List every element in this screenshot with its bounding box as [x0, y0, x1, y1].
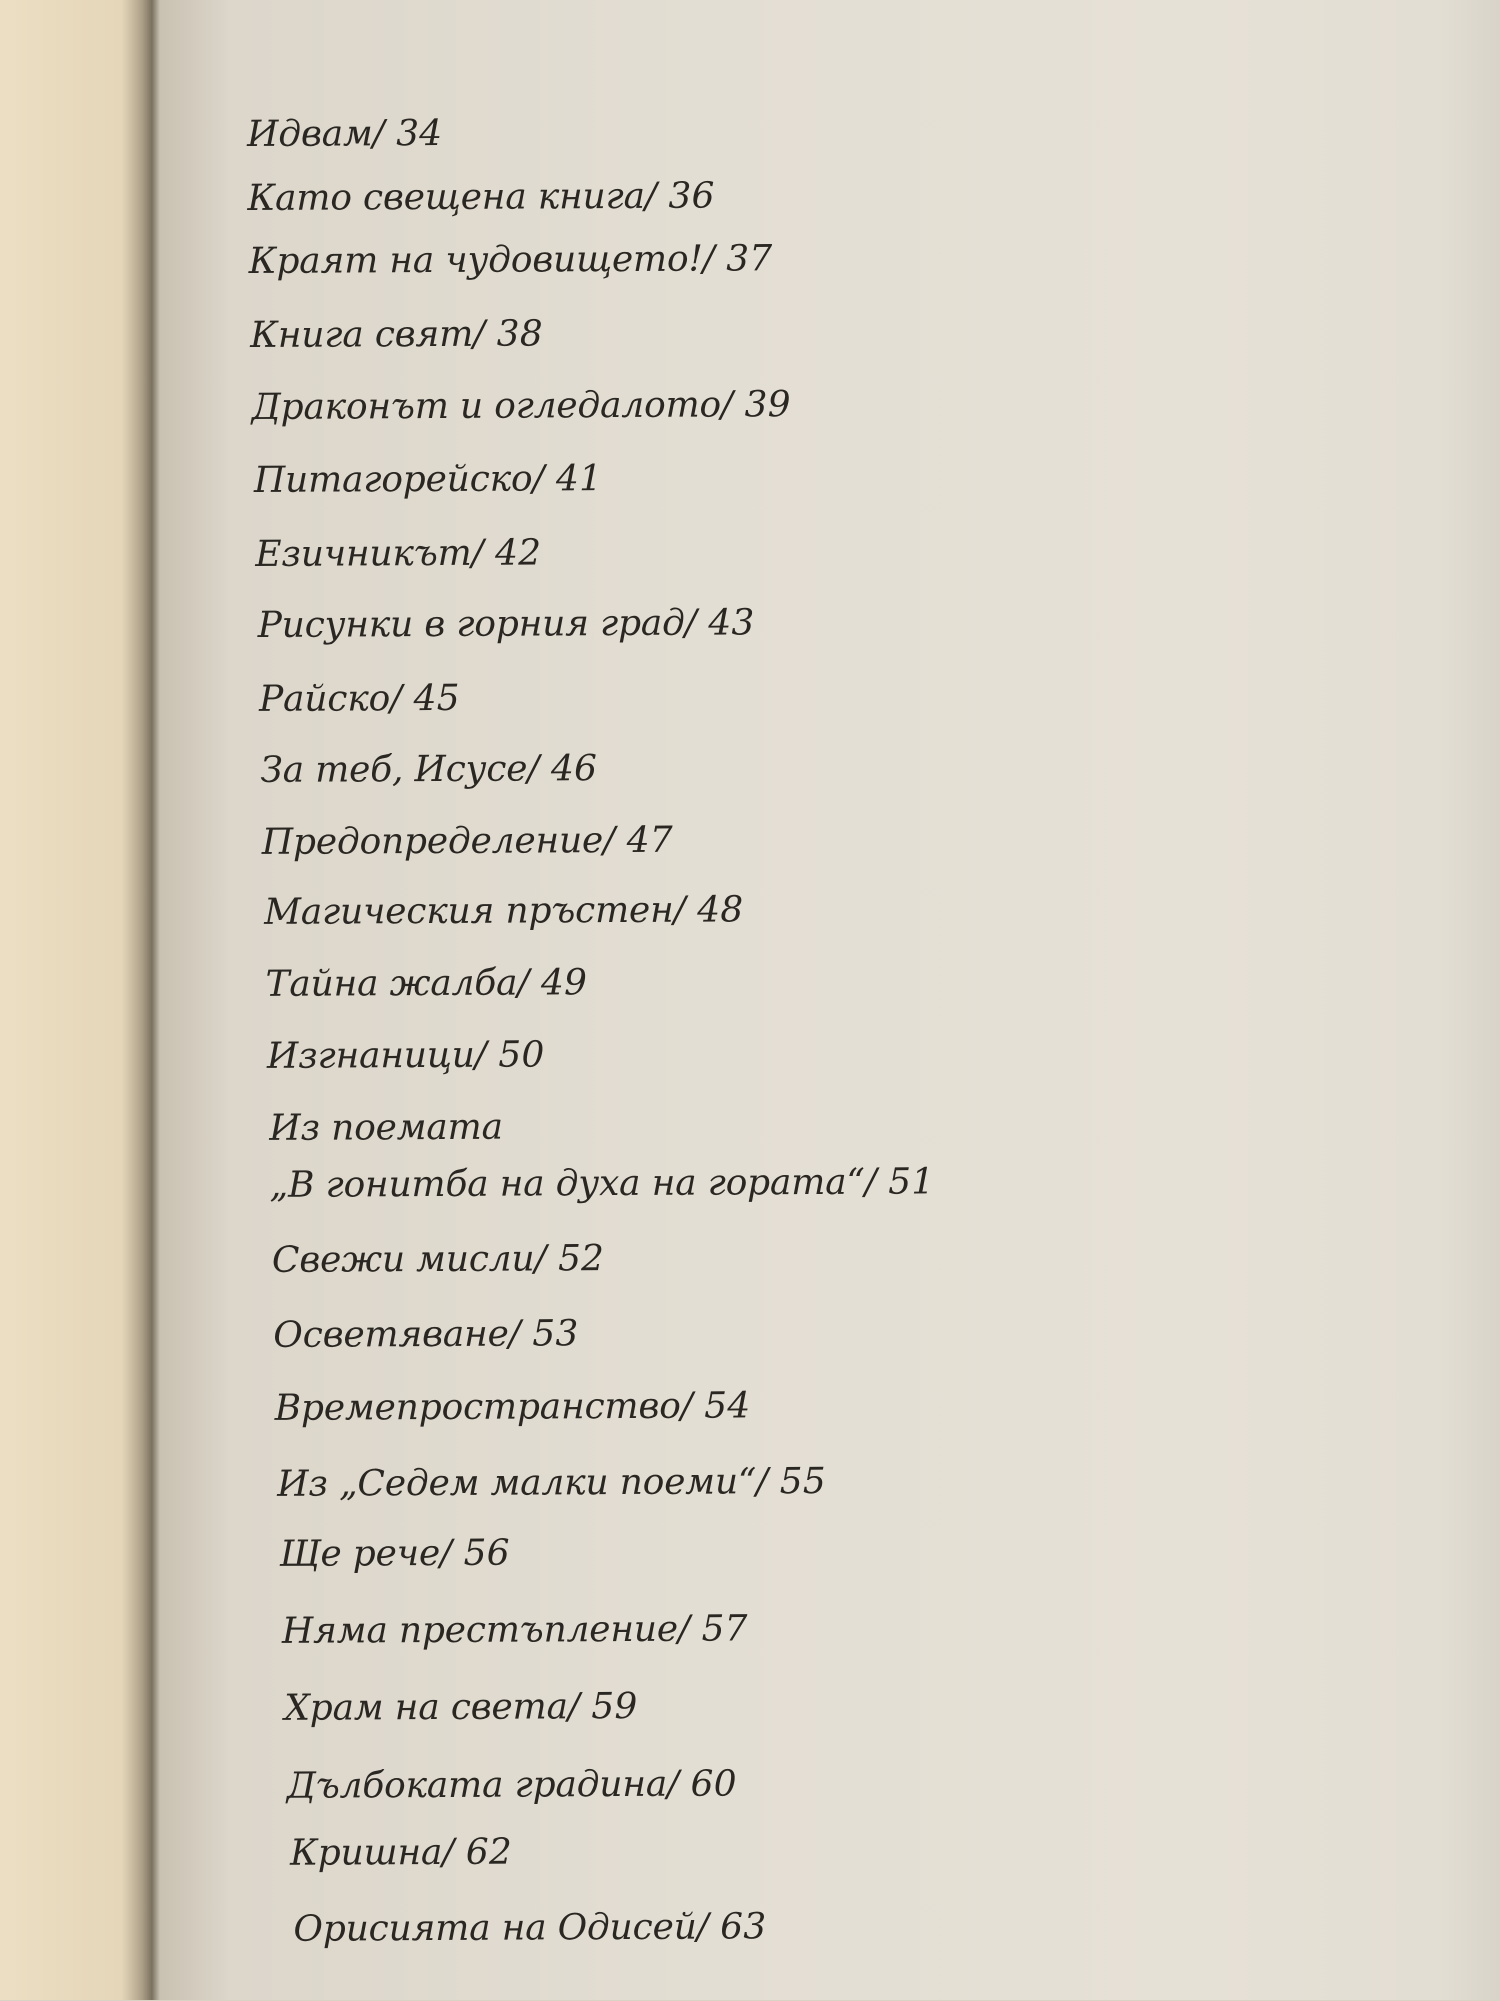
- toc-entry: [287, 1761, 737, 1808]
- toc-separator: /: [517, 962, 542, 1004]
- toc-entry: [279, 1531, 510, 1577]
- toc-separator: /: [644, 175, 669, 217]
- toc-page-number: 51: [888, 1161, 935, 1203]
- toc-page-number: 34: [396, 112, 443, 155]
- toc-page-number: 36: [668, 175, 715, 217]
- toc-entry-title: Предопределение: [261, 820, 604, 863]
- toc-entry-title: „В гонитба на духа на гората“: [269, 1161, 865, 1206]
- toc-page-number: 50: [498, 1034, 545, 1076]
- toc-page-number: 53: [532, 1313, 579, 1355]
- toc-separator: /: [673, 889, 698, 931]
- toc-separator: /: [527, 748, 552, 790]
- toc-separator: /: [439, 1532, 464, 1574]
- toc-page-number: 41: [555, 458, 603, 500]
- toc-separator: /: [702, 238, 727, 280]
- toc-separator: /: [864, 1161, 889, 1203]
- toc-separator: /: [372, 113, 397, 155]
- toc-entry: [259, 676, 460, 722]
- toc-separator: /: [508, 1313, 533, 1355]
- toc-entry: [254, 456, 603, 503]
- toc-separator: /: [684, 602, 709, 644]
- toc-page-number: 62: [465, 1831, 513, 1873]
- toc-entry-title: Рисунки в горния град: [257, 602, 685, 646]
- toc-entry: [247, 111, 443, 157]
- toc-page-number: 38: [496, 313, 543, 355]
- toc-entry: [275, 1383, 751, 1430]
- toc-separator: /: [666, 1763, 691, 1805]
- toc-entry-title: Осветяване: [273, 1313, 509, 1356]
- toc-separator: /: [532, 458, 557, 500]
- toc-entry-title: Магическия пръстен: [264, 889, 674, 933]
- toc-entry-title: Като свещена книга: [247, 175, 645, 219]
- toc-entry-title: Краят на чудовището!: [248, 238, 703, 282]
- toc-entry: [258, 600, 755, 648]
- toc-separator: /: [680, 1385, 705, 1427]
- toc-entry-title: Свежи мисли: [271, 1238, 535, 1281]
- toc-separator: /: [534, 1238, 559, 1280]
- toc-entry: [250, 311, 543, 358]
- toc-entry: [284, 1684, 637, 1731]
- toc-entry-title: Изгнаници: [266, 1034, 475, 1077]
- toc-entry-title: Няма престъпление: [281, 1608, 679, 1652]
- toc-page-number: 37: [726, 238, 773, 280]
- toc-entry-title: Храм на света: [284, 1686, 568, 1729]
- toc-separator: /: [472, 313, 497, 355]
- toc-entry-title: Идвам: [246, 113, 373, 155]
- toc-entry: [269, 1105, 503, 1151]
- toc-entry-title: Езичникът: [255, 532, 472, 575]
- toc-entry: [262, 818, 673, 865]
- toc-page-number: 52: [557, 1238, 605, 1280]
- toc-entry-title: Орисията на Одисей: [293, 1906, 697, 1950]
- toc-entry: [273, 1311, 578, 1358]
- toc-separator: /: [389, 678, 414, 720]
- toc-separator: /: [696, 1906, 721, 1948]
- toc-entry-title: Книга свят: [250, 313, 474, 356]
- toc-page-number: 60: [690, 1763, 737, 1805]
- toc-entry-title: Питагорейско: [253, 458, 533, 501]
- toc-entry-title: Ще рече: [279, 1532, 441, 1575]
- toc-entry-title: Из „Седем малки поеми“: [277, 1461, 757, 1505]
- toc-entry: [267, 1032, 545, 1078]
- toc-page-number: 49: [540, 962, 588, 1004]
- toc-entry: [247, 174, 714, 221]
- toc-separator: /: [442, 1831, 466, 1873]
- toc-separator: /: [567, 1686, 592, 1728]
- toc-entry: [255, 530, 541, 576]
- toc-separator: /: [471, 532, 496, 574]
- toc-entry: [260, 746, 597, 793]
- toc-entry: [277, 1459, 826, 1507]
- toc-page-number: 48: [697, 889, 744, 931]
- toc-page-number: 56: [463, 1532, 510, 1574]
- toc-separator: /: [720, 384, 745, 426]
- toc-page-number: 54: [704, 1385, 751, 1427]
- toc-entry: [251, 382, 790, 430]
- toc-entry-title: Дълбоката градина: [286, 1763, 668, 1807]
- toc-entry-title: Тайна жалба: [265, 962, 518, 1005]
- toc-entry-title: Из поемата: [269, 1106, 503, 1149]
- toc-entry: [249, 236, 773, 284]
- toc-separator: /: [474, 1034, 499, 1076]
- toc-entry: [272, 1236, 604, 1283]
- toc-entry: [282, 1606, 748, 1653]
- toc-page-number: 47: [626, 819, 674, 862]
- toc-page-number: 59: [591, 1685, 638, 1728]
- toc-page-number: 46: [550, 748, 598, 790]
- toc-page-number: 43: [708, 602, 755, 644]
- toc-page-number: 45: [413, 677, 460, 720]
- toc-page-number: 55: [779, 1460, 826, 1503]
- toc-entry-title: За теб, Исусе: [260, 748, 528, 791]
- toc-page-number: 42: [494, 532, 542, 574]
- toc-entry-title: Кришна: [289, 1831, 443, 1874]
- toc-entry: [293, 1904, 766, 1951]
- toc-entry: [290, 1830, 512, 1876]
- toc-separator: /: [602, 820, 627, 862]
- toc-entry-title: Драконът и огледалото: [251, 384, 722, 428]
- toc-page-number: 57: [701, 1608, 748, 1650]
- toc-entry-title: Райско: [258, 678, 391, 720]
- toc-separator: /: [677, 1608, 702, 1650]
- toc-page-number: 39: [744, 384, 791, 426]
- toc-entry: [264, 887, 743, 935]
- toc-entry: [269, 1159, 934, 1207]
- toc-page-number: 63: [720, 1906, 767, 1948]
- toc-separator: /: [755, 1461, 780, 1503]
- toc-entry: [265, 960, 587, 1007]
- toc-entry-title: Времепространство: [274, 1385, 681, 1429]
